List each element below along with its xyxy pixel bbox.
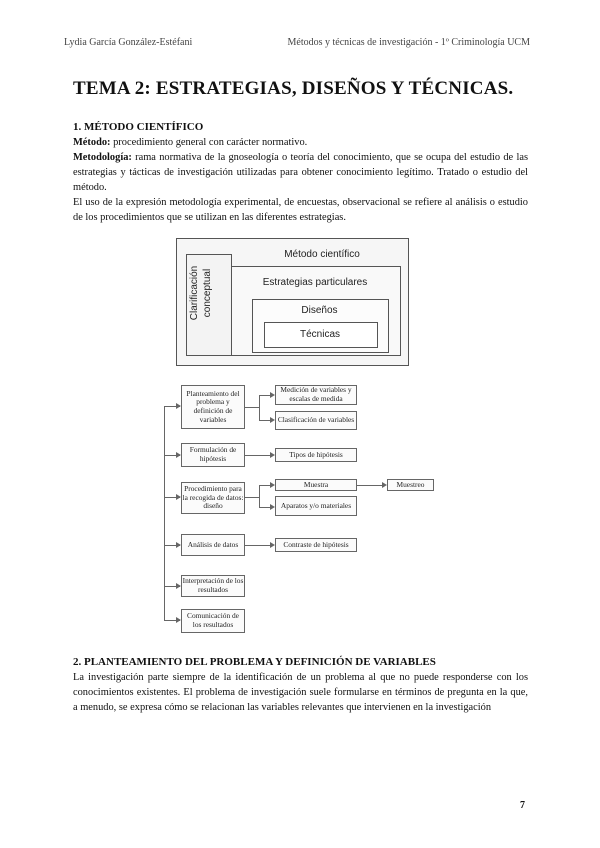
section-2-body: La investigación parte siempre de la identificación de un problema al que no puede responderse con los conocimientos existentes. El problema de investigación suele formularse en términos de pregunta en la que, a menudo, se expresa cómo se relacionan las variables relevantes que intervienen en la investigación [73, 672, 528, 713]
page-number: 7 [520, 800, 525, 811]
metodo-label: Método: [73, 137, 111, 148]
clarificacion-label: Clarificación conceptual [189, 265, 213, 321]
header-course: Métodos y técnicas de investigación - 1º Criminología UCM [287, 37, 530, 48]
section-1-heading: 1. MÉTODO CIENTÍFICO [73, 121, 204, 133]
sub-aparatos: Aparatos y/o materiales [275, 496, 357, 516]
metodologia-definition: rama normativa de la gnoseología o teoría del conocimiento, que se ocupa del estudio de las estrategias y tácticas de investigación utilizadas para obtener conocimiento legítimo. Tratado o estudio del método. [73, 152, 528, 193]
sub-contraste: Contraste de hipótesis [275, 538, 357, 552]
page-title: TEMA 2: ESTRATEGIAS, DISEÑOS Y TÉCNICAS. [73, 78, 514, 99]
sub-clasificacion: Clasificación de variables [275, 411, 357, 430]
section-1-body [73, 135, 528, 225]
sub-medicion: Medición de variables y escalas de medida [275, 385, 357, 405]
section-2-heading: 2. PLANTEAMIENTO DEL PROBLEMA Y DEFINICIÓN DE VARIABLES [73, 656, 436, 668]
header-author: Lydia García González-Estéfani [64, 37, 193, 48]
step-formulacion: Formulación de hipótesis [181, 443, 245, 467]
estrategias-label: Estrategias particulares [262, 277, 368, 288]
step-interpretacion: Interpretación de los resultados [181, 575, 245, 597]
step-analisis: Análisis de datos [181, 534, 245, 556]
metodo-cientifico-label: Método científico [284, 249, 360, 260]
tecnicas-label: Técnicas [299, 329, 340, 340]
step-procedimiento: Procedimiento para la recogida de datos: diseño [181, 482, 245, 514]
metodo-definition: procedimiento general con carácter normativo. [110, 137, 308, 148]
flow-spine [164, 406, 165, 620]
metodologia-label: Metodología: [73, 152, 132, 163]
sub-muestra: Muestra [275, 479, 357, 491]
sub-muestreo: Muestreo [387, 479, 434, 491]
sub-tipos-hipotesis: Tipos de hipótesis [275, 448, 357, 462]
uso-paragraph: El uso de la expresión metodología experimental, de encuestas, observacional se refiere al análisis o estudio de los procedimientos que se utilizan en las diferentes estrategias. [73, 197, 528, 223]
step-planteamiento: Planteamiento del problema y definición de variables [181, 385, 245, 429]
disenos-label: Diseños [301, 305, 338, 316]
step-comunicacion: Comunicación de los resultados [181, 609, 245, 633]
